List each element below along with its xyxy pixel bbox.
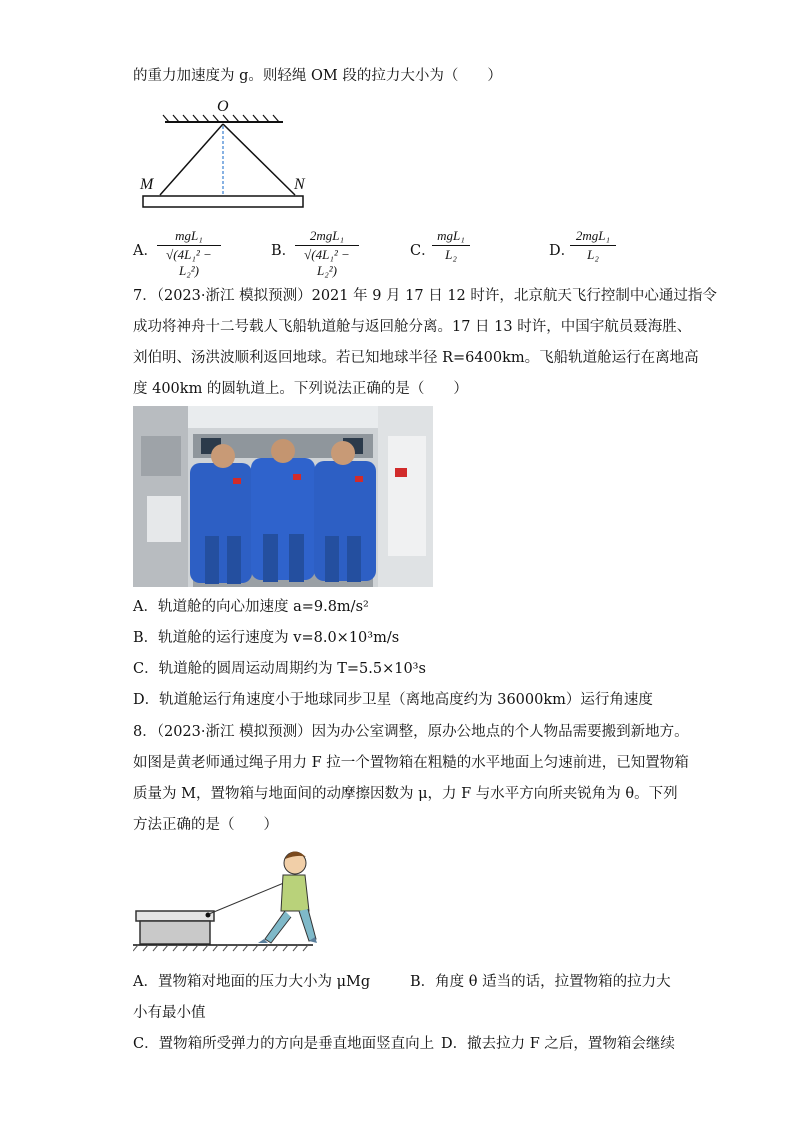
q8-stem-line-4: 方法正确的是（ ） [133, 817, 278, 833]
q7-option-c: C．轨道舱的圆周运动周期约为 T=5.5×10³s [133, 661, 426, 677]
q8-option-b: B．角度 θ 适当的话，拉置物箱的拉力大 [410, 974, 671, 990]
q7-stem-line-2: 成功将神舟十二号载人飞船轨道舱与返回舱分离。17 日 13 时许，中国宇航员聂海胜、 [133, 319, 692, 335]
label-m: M [140, 176, 154, 193]
q7-stem-line-4: 度 400km 的圆轨道上。下列说法正确的是（ ） [133, 381, 468, 397]
q6-option-b-num: 2mgL₁ [295, 228, 359, 246]
q6-option-b-fraction [295, 228, 359, 279]
q6-option-c-fraction [432, 228, 470, 263]
q8-option-a: A．置物箱对地面的压力大小为 μMg [133, 974, 371, 990]
q6-stem-tail: 的重力加速度为 g。则轻绳 OM 段的拉力大小为（ ） [133, 68, 502, 84]
q6-option-c-den: L₂ [445, 247, 457, 262]
q8-stem-line-1: 8．（2023·浙江 模拟预测）因为办公室调整，原办公地点的个人物品需要搬到新地方。 [133, 724, 689, 740]
q8-option-b-continued: 小有最小值 [133, 1005, 206, 1021]
q6-option-d-den: L₂ [587, 247, 599, 262]
q8-stem-line-3: 质量为 M，置物箱与地面间的动摩擦因数为 μ，力 F 与水平方向所夹锐角为 θ。下列 [133, 786, 678, 802]
q6-option-d-fraction [570, 228, 616, 263]
space-station-photo [133, 406, 433, 587]
q7-option-d: D．轨道舱运行角速度小于地球同步卫星（离地高度约为 36000km）运行角速度 [133, 692, 653, 708]
q6-option-a-num: mgL₁ [157, 228, 221, 246]
q7-stem-line-1: 7．（2023·浙江 模拟预测）2021 年 9 月 17 日 12 时许，北京航天飞行控制中心通过指令 [133, 288, 717, 304]
q6-option-b-label: B． [271, 243, 297, 259]
q8-stem-line-2: 如图是黄老师通过绳子用力 F 拉一个置物箱在粗糙的水平地面上匀速前进，已知置物箱 [133, 755, 689, 771]
label-n: N [294, 176, 305, 193]
q6-option-c-label: C． [410, 243, 436, 259]
q6-option-b-den: √(4L₁² − L₂²) [304, 247, 350, 278]
q6-option-c-num: mgL₁ [432, 228, 470, 246]
q6-option-a-label: A． [133, 243, 158, 259]
q6-option-d-label: D． [549, 243, 576, 259]
q6-option-d-num: 2mgL₁ [570, 228, 616, 246]
person-pulling-box-figure [133, 843, 323, 953]
q7-stem-line-3: 刘伯明、汤洪波顺利返回地球。若已知地球半径 R=6400km。飞船轨道舱运行在离地高 [133, 350, 699, 366]
q7-option-b: B．轨道舱的运行速度为 v=8.0×10³m/s [133, 630, 400, 646]
q6-option-a-den: √(4L₁² − L₂²) [166, 247, 212, 278]
q8-option-d: D．撤去拉力 F 之后，置物箱会继续 [441, 1036, 675, 1052]
q7-option-a: A．轨道舱的向心加速度 a=9.8m/s² [133, 599, 369, 615]
q8-option-c: C．置物箱所受弹力的方向是垂直地面竖直向上 [133, 1036, 435, 1052]
label-o: O [217, 98, 229, 115]
q6-option-a-fraction [157, 228, 221, 279]
